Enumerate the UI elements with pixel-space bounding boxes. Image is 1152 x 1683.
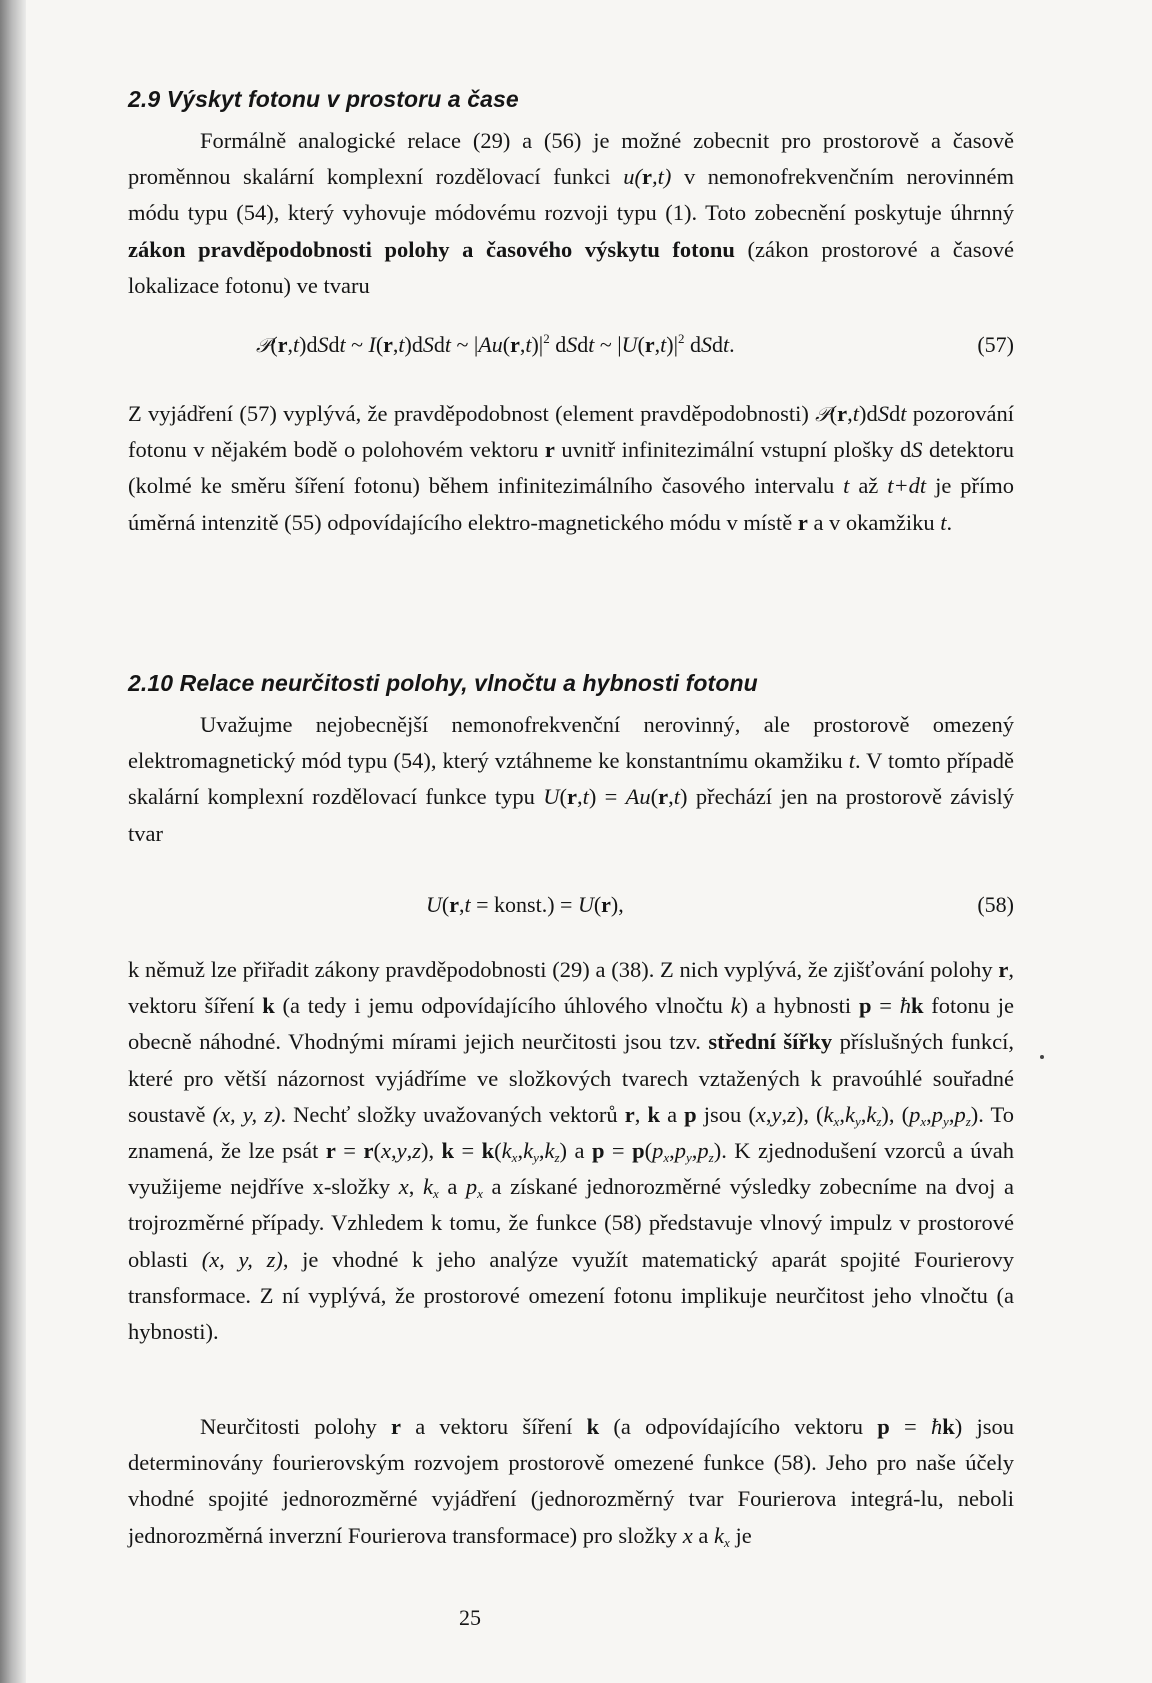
text: Z vyjádření (57) vyplývá, že pravděpodobnost (element pravděpodobnosti) (128, 401, 816, 426)
equation-57-expression: 𝒫(r,t)dSdt ~ I(r,t)dSdt ~ $|Au(r,t)|^2$ dSdt ~ $|U(r,t)|^2$ dSdt. (256, 331, 735, 357)
paragraph-2-9-interpretation (128, 396, 1014, 541)
text: a (438, 1174, 466, 1200)
math-kx: $k_x$ (714, 1522, 730, 1550)
text: přechází jen na prostorově závislý tvar (128, 784, 1014, 846)
text: jsou (696, 1101, 749, 1127)
paragraph-2-9-intro (128, 123, 1014, 304)
math-r: r (797, 509, 808, 535)
math-p-hbar-k: p = ħk (858, 993, 924, 1019)
text: detektoru (kolmé ke směru šíření fotonu) během infinitezimálního časového intervalu (128, 437, 1014, 499)
text: je (729, 1522, 752, 1548)
text: (zákon prostorové a časové lokalizace fotonu) ve tvaru (128, 236, 1014, 298)
math-u-r-t: u(r,t) (623, 164, 672, 190)
math-x: x (682, 1522, 693, 1548)
section-heading-2-9: 2.9 Výskyt fotonu v prostoru a čase (128, 86, 519, 112)
text: ) a hybnosti (740, 993, 859, 1019)
page-number: 25 (459, 1605, 481, 1630)
scan-speck (1040, 1055, 1044, 1059)
paragraph-2-10-uncertainty (128, 952, 1014, 1350)
math-p-r-t: 𝒫(r,t)dSdt (815, 401, 907, 426)
math-k-vector: k (647, 1101, 660, 1127)
math-px: $p_x$ (465, 1174, 483, 1202)
math-x-kx: x, $k_x$ (398, 1174, 439, 1202)
math-k: k (730, 993, 741, 1019)
math-U-equals-Au: U(r,t) = Au(r,t) (543, 784, 688, 810)
text: Neurčitosti polohy (200, 1414, 391, 1439)
bold-stredni-sirky: střední šířky (708, 1029, 833, 1055)
text: Formálně analogické relace (29) a (56) je možné zobecnit pro prostorově a časově proměnnou skalární komplexní rozdělovací funkci (128, 128, 1014, 190)
math-r: r (624, 1101, 635, 1127)
equation-58-number: (58) (977, 892, 1014, 917)
math-xyz: (x, y, z) (201, 1246, 283, 1272)
text: a získané jednorozměrné výsledky zobecníme na dvoj a trojrozměrné případy. Vzhledem k tomu, že funkce (58) představuje vlnový impulz v prostorové oblasti (128, 1174, 1015, 1272)
text: a v okamžiku (807, 509, 941, 535)
math-t: t (843, 473, 850, 499)
math-t: t (848, 748, 855, 774)
paragraph-2-10-fourier (128, 1409, 1014, 1554)
text: Uvažujme nejobecnější nemonofrekvenční nerovinný, ale prostorově omezený elektromagnetický mód typu (54), který vztáhneme ke konstantnímu okamžiku (128, 712, 1014, 774)
text: ) jsou determinovány fourierovským rozvojem prostorově omezené funkce (58). Jeho pro naše účely vhodné spojité jednorozměrné vyjádření (jednorozměrný tvar Fourierova integrá-lu, neboli jednorozměrná inverzní Fourierova transformace) pro složky (128, 1414, 1014, 1548)
text: . (946, 509, 953, 535)
text: (a odpovídajícího vektoru (599, 1414, 878, 1439)
text: . Nechť složky uvažovaných vektorů (280, 1101, 625, 1127)
math-vector-forms: r = r(x,y,z), $k = k(k_x,k_y,k_z)$ a $p = p(p_x,p_y,p_z)$ (325, 1138, 722, 1166)
text: v nemonofrekvenčním nerovinném módu typu (54), který vyhovuje módovému rozvoji typu (1). Toto zobecnění poskytuje úhrnný (128, 164, 1015, 226)
math-p-vector: p (684, 1101, 697, 1127)
section-heading-2-10: 2.10 Relace neurčitosti polohy, vlnočtu a hybnosti fotonu (128, 670, 758, 696)
math-p-hbar-k: p = ħk (877, 1414, 955, 1439)
math-k-vector: k (262, 993, 275, 1019)
scan-left-shadow (0, 0, 26, 1683)
text: a (659, 1101, 685, 1127)
text: . V tomto případě skalární komplexní rozdělovací funkce typu (128, 748, 1014, 810)
math-r: r (390, 1414, 401, 1439)
text: až (849, 473, 888, 499)
math-xyz: (x, y, z) (212, 1101, 281, 1127)
text: je přímo úměrná intenzitě (55) odpovídajícího elektro-magnetického módu v místě (128, 473, 1014, 535)
equation-57 (128, 325, 1014, 365)
text: uvnitř infinitezimální vstupní plošky (554, 437, 900, 463)
math-r: r (544, 437, 555, 463)
math-t: t (940, 509, 947, 535)
text: k němuž lze přiřadit zákony pravděpodobnosti (29) a (38). Z nich vyplývá, že zjišťování polohy (128, 957, 999, 982)
equation-57-number: (57) (977, 332, 1014, 357)
bold-law: zákon pravděpodobnosti polohy a časového výskytu fotonu (128, 236, 735, 262)
text: , vektoru šíření (128, 957, 1014, 1019)
text: pozorování fotonu v nějakém bodě o polohovém vektoru (128, 401, 1014, 463)
text: a (692, 1522, 715, 1548)
text: fotonu je obecně náhodné. Vhodnými mírami jejich neurčitosti jsou tzv. (128, 993, 1014, 1055)
text: . To znamená, že lze psát (128, 1101, 1014, 1164)
math-r: r (998, 957, 1009, 982)
paragraph-2-10-intro (128, 707, 1014, 852)
text: příslušných funkcí, které pro větší názornost vyjádříme ve složkových tvarech vztažených k pravoúhlé souřadné soustavě (128, 1029, 1014, 1127)
text: . K zjednodušení vzorců a úvah využijeme nejdříve x-složky (128, 1138, 1014, 1200)
math-k-vector: k (586, 1414, 600, 1439)
text: (a tedy i jemu odpovídajícího úhlového vlnočtu (274, 993, 731, 1019)
math-components: (x,y,z), $(k_x,k_y,k_z)$, $(p_x,p_y,p_z)$ (748, 1101, 979, 1129)
equation-58-expression: U(r,t = konst.) = U(r), (426, 892, 624, 917)
text: , je vhodné k jeho analýze využít matematický aparát spojité Fourierovy transformace. Z ní vyplývá, že prostorové omezení fotonu implikuje neurčitost jeho vlnočtu (a hybnosti). (128, 1246, 1014, 1345)
math-t-plus-dt: t+dt (887, 473, 927, 499)
math-dS: dS (900, 437, 923, 463)
text: , (634, 1101, 648, 1127)
text: a vektoru šíření (400, 1414, 587, 1439)
equation-58 (128, 885, 1014, 925)
